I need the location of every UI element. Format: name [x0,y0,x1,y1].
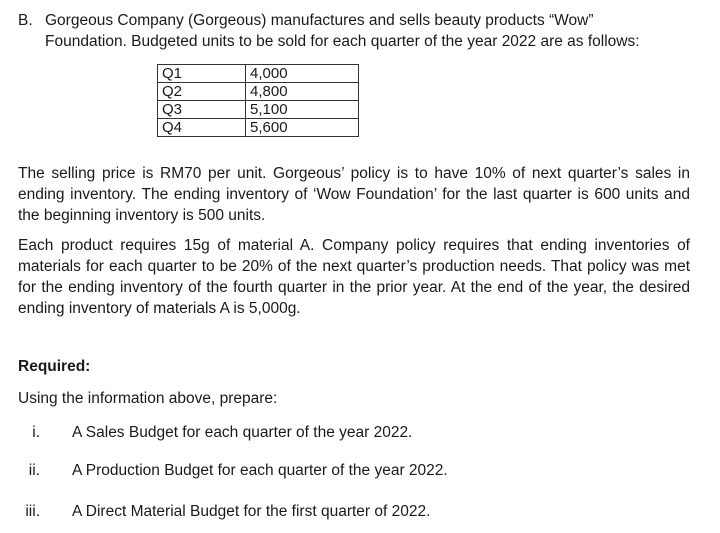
required-heading: Required: [18,358,91,375]
units-cell: 5,600 [246,119,359,137]
quarter-cell: Q1 [158,65,246,83]
table-row [158,83,359,101]
item-text: A Production Budget for each quarter of the year 2022. [72,462,448,479]
item-number: iii. [25,503,40,520]
intro-text [45,10,708,52]
item-text: A Sales Budget for each quarter of the year 2022. [72,424,413,441]
units-cell: 4,000 [246,65,359,83]
table-row [158,101,359,119]
quarter-cell: Q4 [158,119,246,137]
table-row [158,65,359,83]
units-cell: 5,100 [246,101,359,119]
question-intro [18,10,708,52]
item-number: ii. [28,462,40,479]
material-policy-paragraph: Each product requires 15g of material A. Company policy requires that ending inventories of materials for each quarter to be 20% of the next quarter’s production needs. That policy was met for the ending inventory of the fourth quarter in the prior year. At the end of the year, the desired ending inventory of materials A is 5,000g. [18,237,690,317]
intro-line-1: Gorgeous Company (Gorgeous) manufactures and sells beauty products “Wow” [45,12,594,29]
quarter-cell: Q2 [158,83,246,101]
question-marker: B. [18,12,33,29]
item-text: A Direct Material Budget for the first quarter of 2022. [72,503,431,520]
units-cell: 4,800 [246,83,359,101]
budgeted-units-table [157,64,359,137]
required-intro: Using the information above, prepare: [18,390,278,407]
table-row [158,119,359,137]
item-number: i. [32,424,40,441]
quarter-cell: Q3 [158,101,246,119]
intro-line-2: Foundation. Budgeted units to be sold for each quarter of the year 2022 are as follows: [45,33,640,50]
selling-price-paragraph: The selling price is RM70 per unit. Gorgeous’ policy is to have 10% of next quarter’s sales in ending inventory. The ending inventory of ‘Wow Foundation’ for the last quarter is 600 units and the beginning inventory is 500 units. [18,165,690,224]
